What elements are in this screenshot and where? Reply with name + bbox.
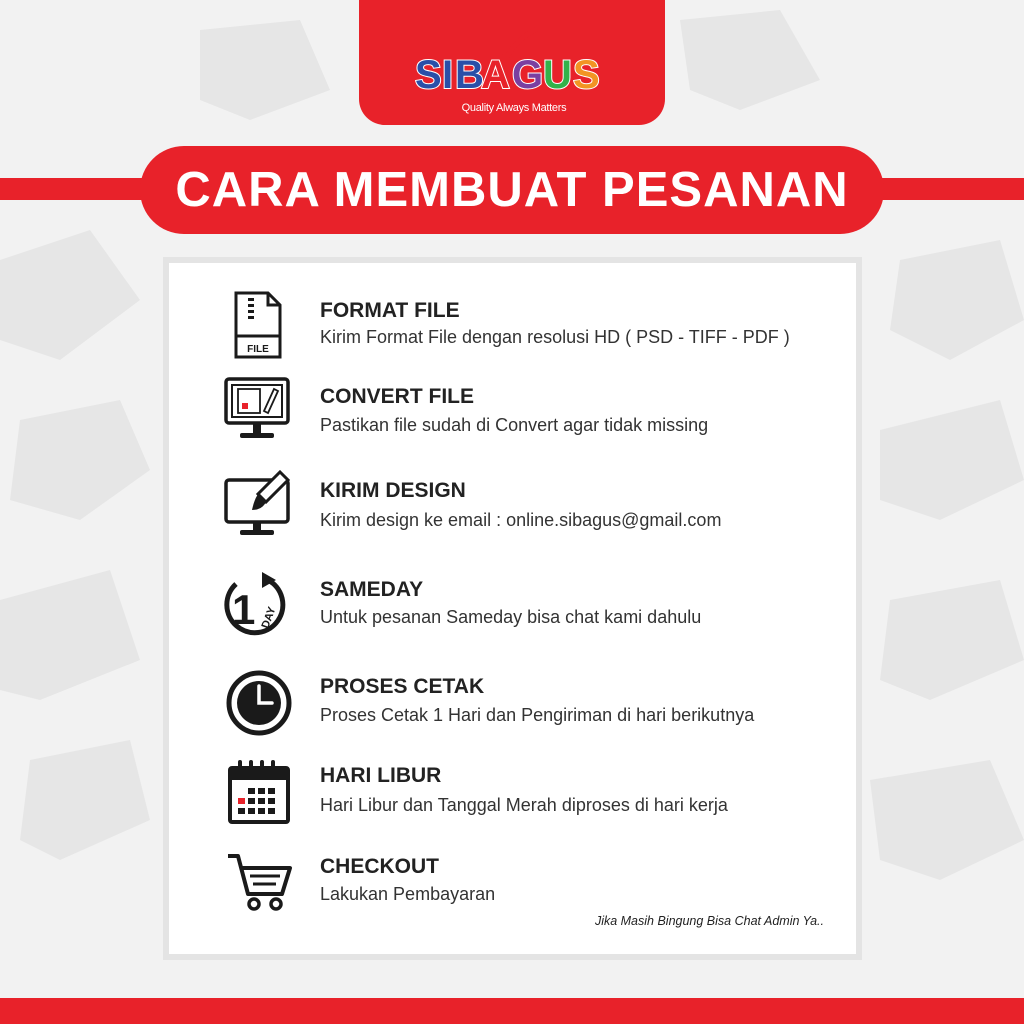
step-description: Kirim design ke email : online.sibagus@gmail.com xyxy=(320,510,722,530)
step-title: KIRIM DESIGN xyxy=(320,479,466,502)
cart-icon xyxy=(226,850,296,920)
step-title: CONVERT FILE xyxy=(320,385,475,408)
svg-text:B: B xyxy=(455,53,484,97)
step-title: PROSES CETAK xyxy=(320,675,485,698)
svg-text:FILE: FILE xyxy=(247,344,269,355)
svg-text:DAY: DAY xyxy=(259,605,279,631)
one-day-icon xyxy=(222,570,292,640)
step-title: CHECKOUT xyxy=(320,855,439,878)
bottom-stripe xyxy=(0,998,1024,1024)
footnote: Jika Masih Bingung Bisa Chat Admin Ya.. xyxy=(594,914,824,928)
step-description: Lakukan Pembayaran xyxy=(320,884,496,904)
step-title: FORMAT FILE xyxy=(320,299,460,322)
svg-text:A: A xyxy=(481,53,510,97)
logo-tagline: Quality Always Matters xyxy=(461,102,567,114)
step-description: Pastikan file sudah di Convert agar tidak missing xyxy=(320,415,709,435)
step-description: Hari Libur dan Tanggal Merah diproses di hari kerja xyxy=(320,795,728,815)
svg-text:S: S xyxy=(415,53,442,97)
monitor-brush-icon xyxy=(222,470,292,540)
calendar-icon xyxy=(224,758,294,828)
monitor-design-icon xyxy=(222,375,292,445)
file-icon xyxy=(222,290,292,360)
step-description: Kirim Format File dengan resolusi HD ( PSD - TIFF - PDF ) xyxy=(320,327,790,347)
svg-text:S: S xyxy=(573,53,600,97)
step-title: HARI LIBUR xyxy=(320,764,442,787)
page-title: CARA MEMBUAT PESANAN xyxy=(175,163,849,217)
svg-text:1: 1 xyxy=(232,586,256,633)
clock-icon xyxy=(224,668,294,738)
svg-text:G: G xyxy=(512,53,544,97)
title-banner xyxy=(140,146,884,234)
svg-text:I: I xyxy=(442,53,454,97)
step-description: Proses Cetak 1 Hari dan Pengiriman di hari berikutnya xyxy=(320,705,755,725)
step-title: SAMEDAY xyxy=(320,578,424,601)
step-description: Untuk pesanan Sameday bisa chat kami dahulu xyxy=(320,607,702,627)
svg-text:U: U xyxy=(543,53,572,97)
